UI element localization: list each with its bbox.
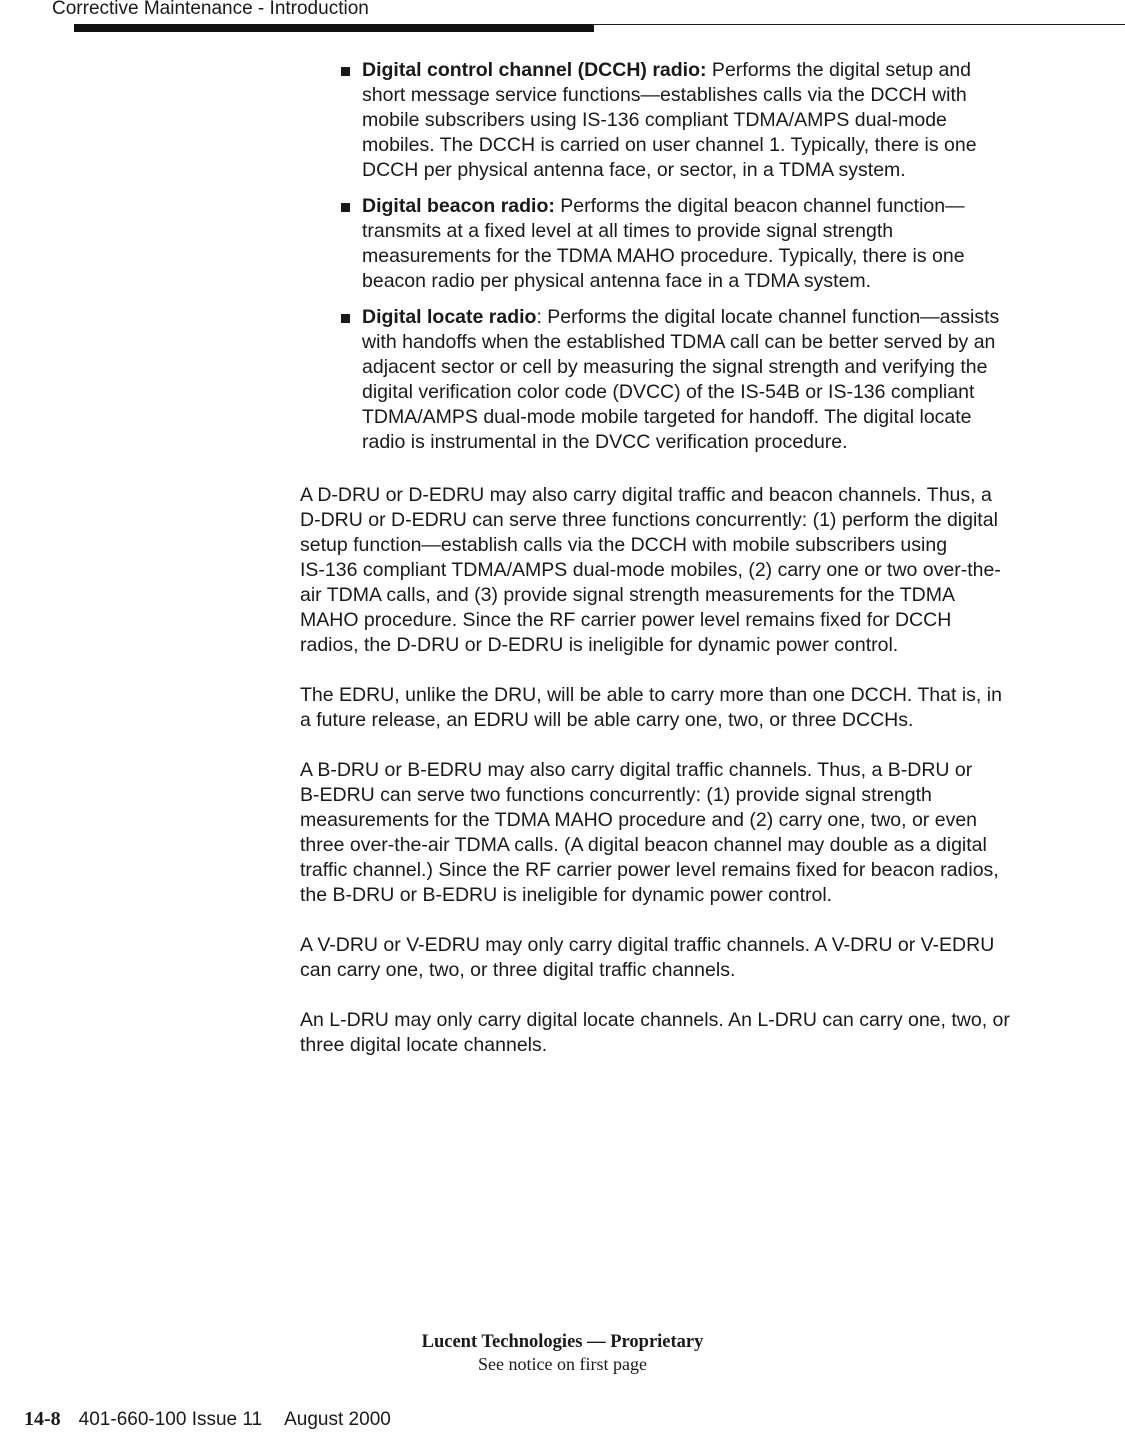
bullet-line: radio is instrumental in the DVCC verification procedure.	[362, 431, 848, 453]
paragraph-line: An L-DRU may only carry digital locate channels. An L-DRU can carry one, two, or	[300, 1009, 1010, 1031]
paragraph-line: can carry one, two, or three digital traffic channels.	[300, 959, 736, 981]
bullet-line: mobiles. The DCCH is carried on user channel 1. Typically, there is one	[362, 134, 977, 156]
bullet-text: Performs the digital beacon channel function—	[554, 195, 965, 217]
paragraph-l-dru	[300, 1008, 1060, 1058]
square-bullet-icon	[341, 203, 350, 212]
paragraph-v-dru	[300, 933, 1060, 983]
bullet-term: Digital beacon radio:	[362, 195, 555, 217]
bullet-line: DCCH per physical antenna face, or sector, in a TDMA system.	[362, 159, 906, 181]
bullet-line: mobile subscribers using IS-136 compliant TDMA/AMPS dual-mode	[362, 109, 947, 131]
running-header: Corrective Maintenance - Introduction	[52, 0, 369, 19]
bullet-line	[362, 305, 1060, 330]
issue-date: August 2000	[284, 1409, 391, 1430]
footer-company: Lucent Technologies — Proprietary	[421, 1332, 704, 1352]
paragraph-line: traffic channel.) Since the RF carrier power level remains fixed for beacon radios,	[300, 859, 999, 881]
paragraph-line: measurements for the TDMA MAHO procedure and (2) carry one, two, or even	[300, 809, 978, 831]
bullet-line: beacon radio per physical antenna face in a TDMA system.	[362, 270, 872, 292]
bullet-line	[362, 194, 1060, 219]
paragraph-line: the B-DRU or B-EDRU is ineligible for dynamic power control.	[300, 884, 833, 906]
bullet-line: short message service functions—establishes calls via the DCCH with	[362, 84, 967, 106]
page-number: 14-8	[24, 1408, 61, 1430]
paragraph-line: setup function—establish calls via the DCCH with mobile subscribers using	[300, 534, 948, 556]
body-text	[300, 483, 1060, 1083]
header-rule-bar	[74, 24, 594, 32]
paragraph-line: MAHO procedure. Since the RF carrier power level remains fixed for DCCH	[300, 609, 952, 631]
bullet-line: transmits at a fixed level at all times to provide signal strength	[362, 220, 894, 242]
paragraph-edru	[300, 683, 1060, 733]
bullet-line: TDMA/AMPS dual-mode mobile targeted for handoff. The digital locate	[362, 406, 972, 428]
proprietary-notice	[0, 1331, 1125, 1375]
bullet-term: Digital control channel (DCCH) radio:	[362, 59, 707, 81]
paragraph-line: A V-DRU or V-EDRU may only carry digital traffic channels. A V-DRU or V-EDRU	[300, 934, 995, 956]
page-footer	[24, 1407, 391, 1432]
paragraph-line: A B-DRU or B-EDRU may also carry digital traffic channels. Thus, a B-DRU or	[300, 759, 973, 781]
paragraph-line: B-EDRU can serve two functions concurrently: (1) provide signal strength	[300, 784, 932, 806]
bullet-line	[362, 58, 1060, 83]
paragraph-d-dru	[300, 483, 1060, 658]
paragraph-line: IS-136 compliant TDMA/AMPS dual-mode mobiles, (2) carry one or two over-the-	[300, 559, 1001, 581]
paragraph-line: D-DRU or D-EDRU can serve three functions concurrently: (1) perform the digital	[300, 509, 998, 531]
bullet-text: : Performs the digital locate channel function—assists	[536, 306, 1000, 328]
bullet-item-locate-radio	[300, 305, 1060, 455]
paragraph-line: radios, the D-DRU or D-EDRU is ineligible for dynamic power control.	[300, 634, 899, 656]
bullet-item-dcch-radio	[300, 58, 1060, 183]
bullet-line: measurements for the TDMA MAHO procedure. Typically, there is one	[362, 245, 965, 267]
paragraph-b-dru	[300, 758, 1060, 908]
paragraph-line: The EDRU, unlike the DRU, will be able to carry more than one DCCH. That is, in	[300, 684, 1002, 706]
bullet-line: digital verification color code (DVCC) of the IS-54B or IS-136 compliant	[362, 381, 975, 403]
bullet-item-beacon-radio	[300, 194, 1060, 294]
document-number: 401-660-100 Issue 11	[78, 1409, 263, 1430]
square-bullet-icon	[341, 314, 350, 323]
footer-notice-text: See notice on first page	[478, 1354, 647, 1374]
paragraph-line: air TDMA calls, and (3) provide signal strength measurements for the TDMA	[300, 584, 955, 606]
paragraph-line: three digital locate channels.	[300, 1034, 548, 1056]
paragraph-line: a future release, an EDRU will be able carry one, two, or three DCCHs.	[300, 709, 914, 731]
bullet-term: Digital locate radio	[362, 306, 537, 328]
bullet-text: Performs the digital setup and	[706, 59, 971, 81]
paragraph-line: three over-the-air TDMA calls. (A digital beacon channel may double as a digital	[300, 834, 987, 856]
bullet-list	[300, 58, 1060, 466]
bullet-line: adjacent sector or cell by measuring the signal strength and verifying the	[362, 356, 988, 378]
bullet-line: with handoffs when the established TDMA call can be better served by an	[362, 331, 996, 353]
paragraph-line: A D-DRU or D-EDRU may also carry digital traffic and beacon channels. Thus, a	[300, 484, 992, 506]
square-bullet-icon	[341, 67, 350, 76]
